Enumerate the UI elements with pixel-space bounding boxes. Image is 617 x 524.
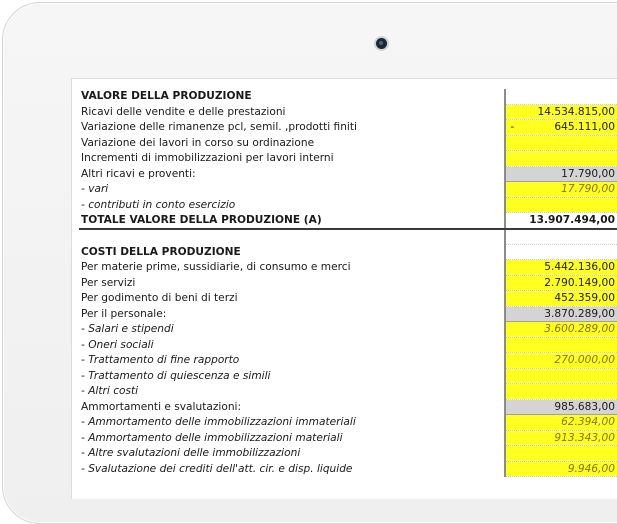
row-value-cell[interactable] [505,135,617,151]
value-text: 9.946,00 [567,462,615,475]
value-text: 17.790,00 [561,167,615,180]
table-row [79,384,617,400]
table-row [79,135,617,151]
row-value-cell[interactable] [505,322,617,338]
row-value-cell[interactable] [505,353,617,369]
table-row [79,166,617,182]
table-row [79,399,617,415]
row-label-cell[interactable]: Variazione delle rimanenze pcl, semil. ,prodotti finiti [79,120,505,136]
row-label-cell[interactable]: Per materie prime, sussidiarie, di consumo e merci [79,260,505,276]
blank-row [79,229,617,245]
section-header[interactable]: COSTI DELLA PRODUZIONE [79,244,505,260]
table-row [79,260,617,276]
row-label-cell[interactable]: - Salari e stipendi [79,322,505,338]
negative-sign: - [510,121,515,133]
table-row [79,446,617,462]
row-value-cell[interactable] [505,461,617,477]
row-label-cell[interactable]: Per il personale: [79,306,505,322]
row-label-cell[interactable]: - vari [79,182,505,198]
row-label-cell[interactable]: Per godimento di beni di terzi [79,291,505,307]
row-value-cell[interactable] [505,151,617,167]
row-value-cell[interactable] [505,415,617,431]
value-text: 3.870.289,00 [544,307,615,320]
row-value-cell[interactable] [505,430,617,446]
value-text: 452.359,00 [554,292,615,304]
row-label-cell[interactable]: - Svalutazione dei crediti dell'att. cir. e disp. liquide [79,461,505,477]
front-camera [376,38,387,49]
table-row [79,275,617,291]
row-label-cell[interactable]: - contributi in conto esercizio [79,197,505,213]
value-cell[interactable] [505,244,617,260]
row-label-cell[interactable]: Ammortamenti e svalutazioni: [79,399,505,415]
row-value-cell[interactable] [505,337,617,353]
value-text: 5.442.136,00 [544,261,615,273]
value-text: 14.534.815,00 [537,105,615,118]
value-text: 17.790,00 [561,183,615,195]
row-label-cell[interactable]: Ricavi delle vendite e delle prestazioni [79,104,505,120]
table-row [79,104,617,120]
row-value-cell[interactable] [505,260,617,276]
row-value-cell[interactable] [505,120,617,136]
row-label-cell[interactable]: - Trattamento di fine rapporto [79,353,505,369]
total-label-cell[interactable]: TOTALE VALORE DELLA PRODUZIONE (A) [79,213,505,229]
table-row [79,368,617,384]
section-header-row [79,89,617,104]
tablet-screen [71,78,617,499]
table-row [79,415,617,431]
row-value-cell[interactable] [505,446,617,462]
value-text: 985.683,00 [554,400,615,413]
table-row [79,306,617,322]
total-row [79,213,617,229]
table-row [79,182,617,198]
value-text: 270.000,00 [554,354,615,366]
value-text: 3.600.289,00 [544,323,615,335]
table-row [79,430,617,446]
total-value-cell[interactable]: 13.907.494,00 [505,213,617,229]
value-cell[interactable] [505,229,617,245]
value-text: 645.111,00 [554,121,615,133]
row-label-cell[interactable]: - Ammortamento delle immobilizzazioni immateriali [79,415,505,431]
table-row [79,337,617,353]
table-row [79,322,617,338]
row-label-cell[interactable]: - Trattamento di quiescenza e simili [79,368,505,384]
row-value-cell[interactable] [505,291,617,307]
row-value-cell[interactable] [505,275,617,291]
row-value-cell[interactable] [505,384,617,400]
row-label-cell[interactable]: Altri ricavi e proventi: [79,166,505,182]
row-value-cell[interactable] [505,197,617,213]
row-label-cell[interactable]: Variazione dei lavori in corso su ordinazione [79,135,505,151]
row-value-cell[interactable] [505,399,617,415]
table-row [79,291,617,307]
table-row [79,461,617,477]
row-label-cell[interactable]: - Oneri sociali [79,337,505,353]
row-label-cell[interactable]: - Ammortamento delle immobilizzazioni materiali [79,430,505,446]
label-cell[interactable] [79,229,505,245]
row-label-cell[interactable]: Per servizi [79,275,505,291]
row-label-cell[interactable]: Incrementi di immobilizzazioni per lavori interni [79,151,505,167]
row-label-cell[interactable]: - Altre svalutazioni delle immobilizzazioni [79,446,505,462]
table-row [79,151,617,167]
table-row [79,120,617,136]
row-value-cell[interactable] [505,166,617,182]
table-row [79,197,617,213]
value-cell[interactable] [505,89,617,104]
income-statement-table [79,89,617,477]
value-text: 913.343,00 [554,431,615,444]
row-value-cell[interactable] [505,306,617,322]
section-header-row [79,244,617,260]
row-value-cell[interactable] [505,104,617,120]
value-text: 2.790.149,00 [544,276,615,289]
value-text: 62.394,00 [561,416,615,428]
section-header[interactable]: VALORE DELLA PRODUZIONE [79,89,505,104]
row-value-cell[interactable] [505,182,617,198]
row-label-cell[interactable]: - Altri costi [79,384,505,400]
table-row [79,353,617,369]
row-value-cell[interactable] [505,368,617,384]
